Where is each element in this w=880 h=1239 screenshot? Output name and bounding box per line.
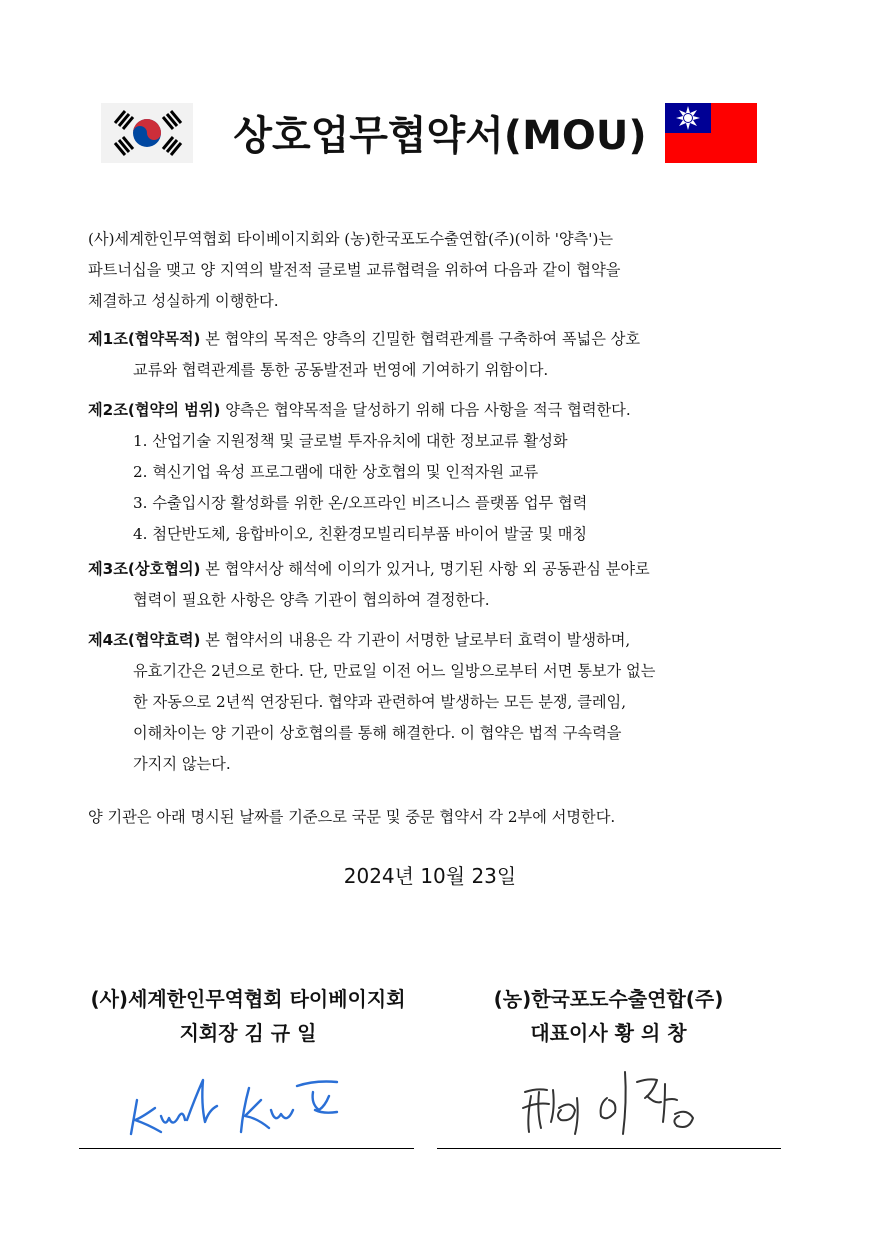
intro-line: (사)세계한인무역협회 타이베이지회와 (농)한국포도수출연합(주)(이하 '양측')는 — [88, 230, 614, 248]
article-4-line: 유효기간은 2년으로 한다. 단, 만료일 이전 어느 일방으로부터 서면 통보가 없는 — [133, 662, 656, 680]
article-1-text: 본 협약의 목적은 양측의 긴밀한 협력관계를 구축하여 폭넓은 상호 — [200, 330, 641, 348]
article-3-heading: 제3조(상호협의) — [88, 560, 201, 578]
signatory-left-org: (사)세계한인무역협회 타이베이지회 — [90, 987, 406, 1011]
article-3-text: 본 협약서상 해석에 이의가 있거나, 명기된 사항 외 공동관심 분야로 — [200, 560, 650, 578]
article-2-first-line — [88, 395, 772, 426]
article-4-first-line — [88, 625, 772, 656]
agreement-date: 2024년 10월 23일 — [343, 864, 517, 888]
signatory-left-person: 지회장 김 규 일 — [179, 1021, 317, 1045]
signature-right — [515, 1062, 715, 1144]
signature-line-left — [79, 1148, 414, 1149]
document-title: 상호업무협약서(MOU) — [233, 113, 647, 159]
intro-line: 체결하고 성실하게 이행한다. — [88, 292, 279, 310]
article-1-first-line — [88, 324, 772, 355]
intro-paragraph — [88, 224, 772, 317]
signatory-left — [78, 982, 418, 1050]
article-3-line: 협력이 필요한 사항은 양측 기관이 협의하여 결정한다. — [133, 591, 490, 609]
signatory-right-person: 대표이사 황 의 창 — [530, 1021, 687, 1045]
signature-left — [125, 1070, 360, 1140]
article-1-heading: 제1조(협약목적) — [88, 330, 201, 348]
article-3-first-line — [88, 554, 772, 585]
article-2 — [88, 395, 772, 550]
article-4-line: 가지지 않는다. — [133, 755, 231, 773]
article-2-item: 4. 첨단반도체, 융합바이오, 친환경모빌리티부품 바이어 발굴 및 매칭 — [133, 525, 588, 543]
signatory-right-org: (농)한국포도수출연합(주) — [493, 987, 724, 1011]
signatory-right — [436, 982, 781, 1050]
article-4-line: 한 자동으로 2년씩 연장된다. 협약과 관련하여 발생하는 모든 분쟁, 클레임, — [133, 693, 627, 711]
article-4 — [88, 625, 772, 780]
article-2-item: 1. 산업기술 지원정책 및 글로벌 투자유치에 대한 정보교류 활성화 — [133, 432, 568, 450]
intro-line: 파트너십을 맺고 양 지역의 발전적 글로벌 교류협력을 위하여 다음과 같이 협약을 — [88, 261, 621, 279]
taiwan-flag-icon — [665, 103, 757, 163]
article-4-heading: 제4조(협약효력) — [88, 631, 201, 649]
signature-line-right — [437, 1148, 781, 1149]
article-1 — [88, 324, 772, 386]
article-1-line: 교류와 협력관계를 통한 공동발전과 번영에 기여하기 위함이다. — [133, 361, 549, 379]
article-2-heading: 제2조(협약의 범위) — [88, 401, 221, 419]
article-2-item: 3. 수출입시장 활성화를 위한 온/오프라인 비즈니스 플랫폼 업무 협력 — [133, 494, 588, 512]
article-4-text: 본 협약서의 내용은 각 기관이 서명한 날로부터 효력이 발생하며, — [200, 631, 631, 649]
article-4-line: 이해차이는 양 기관이 상호협의를 통해 해결한다. 이 협약은 법적 구속력을 — [133, 724, 622, 742]
closing-statement: 양 기관은 아래 명시된 날짜를 기준으로 국문 및 중문 협약서 각 2부에 서명한다. — [88, 808, 616, 826]
article-3 — [88, 554, 772, 616]
article-2-text: 양측은 협약목적을 달성하기 위해 다음 사항을 적극 협력한다. — [220, 401, 631, 419]
article-2-item: 2. 혁신기업 육성 프로그램에 대한 상호협의 및 인적자원 교류 — [133, 463, 539, 481]
